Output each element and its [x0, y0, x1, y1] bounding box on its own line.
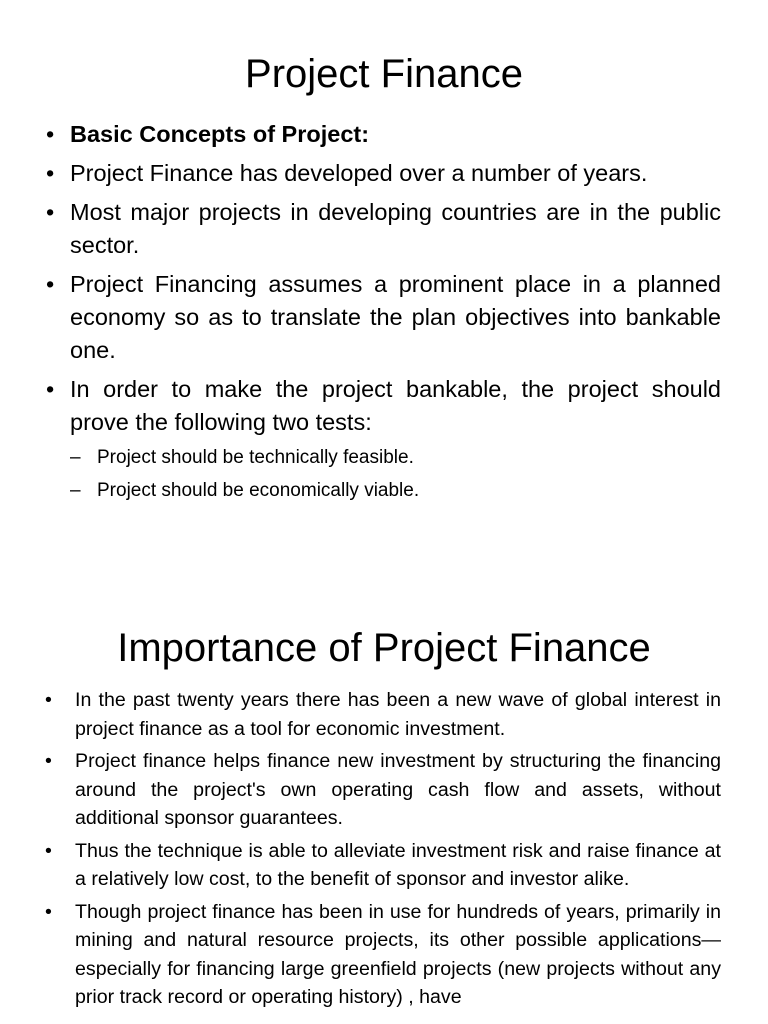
slide-importance-of-project-finance [0, 600, 768, 1024]
bullet-glyph: • [46, 271, 55, 297]
bullet-item [45, 837, 721, 894]
slide-title: Importance of Project Finance [117, 626, 651, 670]
bullet-text: Though project finance has been in use for hundreds of years, primarily in mining and natural resource projects, its other possible applications—especially for financing large greenfield projects (new projects without any prior track record or operating history) , have [75, 900, 721, 1008]
sub-bullet-item [70, 441, 721, 474]
bullet-text: In the past twenty years there has been a new wave of global interest in project finance as a tool for economic investment. [75, 689, 721, 740]
bullet-text: Most major projects in developing countries are in the public sector. [70, 199, 721, 258]
bullet-item [45, 898, 721, 1012]
bullet-text: In order to make the project bankable, the project should prove the following two tests: [70, 376, 721, 435]
sub-bullet-text: Project should be economically viable. [97, 480, 420, 501]
bullet-item [46, 118, 721, 151]
dash-glyph: – [70, 480, 81, 501]
sub-bullet-item [70, 474, 721, 507]
slide-title: Project Finance [245, 52, 523, 96]
bullet-item [46, 196, 721, 262]
bullet-text: Basic Concepts of Project: [70, 121, 370, 147]
bullet-text: Thus the technique is able to alleviate investment risk and raise finance at a relatively low cost, to the benefit of sponsor and investor alike. [75, 839, 721, 890]
bullet-glyph: • [46, 160, 55, 186]
bullet-text: Project Financing assumes a prominent place in a planned economy so as to translate the plan objectives into bankable one. [70, 271, 721, 363]
sub-bullet-text: Project should be technically feasible. [97, 447, 414, 468]
bullet-glyph: • [45, 839, 52, 862]
dash-glyph: – [70, 447, 81, 468]
bullet-item [45, 686, 721, 743]
bullet-glyph: • [45, 900, 52, 923]
bullet-glyph: • [45, 750, 52, 772]
sub-bullet-list [70, 441, 721, 507]
bullet-text: Project finance helps finance new investment by structuring the financing around the project's own operating cash flow and assets, without additional sponsor guarantees. [75, 750, 721, 829]
bullet-item [45, 747, 721, 833]
bullet-item [46, 157, 721, 190]
bullet-list [46, 118, 721, 513]
bullet-glyph: • [46, 199, 55, 225]
bullet-item [46, 373, 721, 507]
bullet-glyph: • [45, 689, 52, 711]
bullet-glyph: • [46, 376, 55, 402]
bullet-glyph: • [46, 121, 55, 147]
bullet-item [46, 268, 721, 367]
bullet-text: Project Finance has developed over a number of years. [70, 160, 648, 186]
bullet-list [45, 686, 721, 1016]
